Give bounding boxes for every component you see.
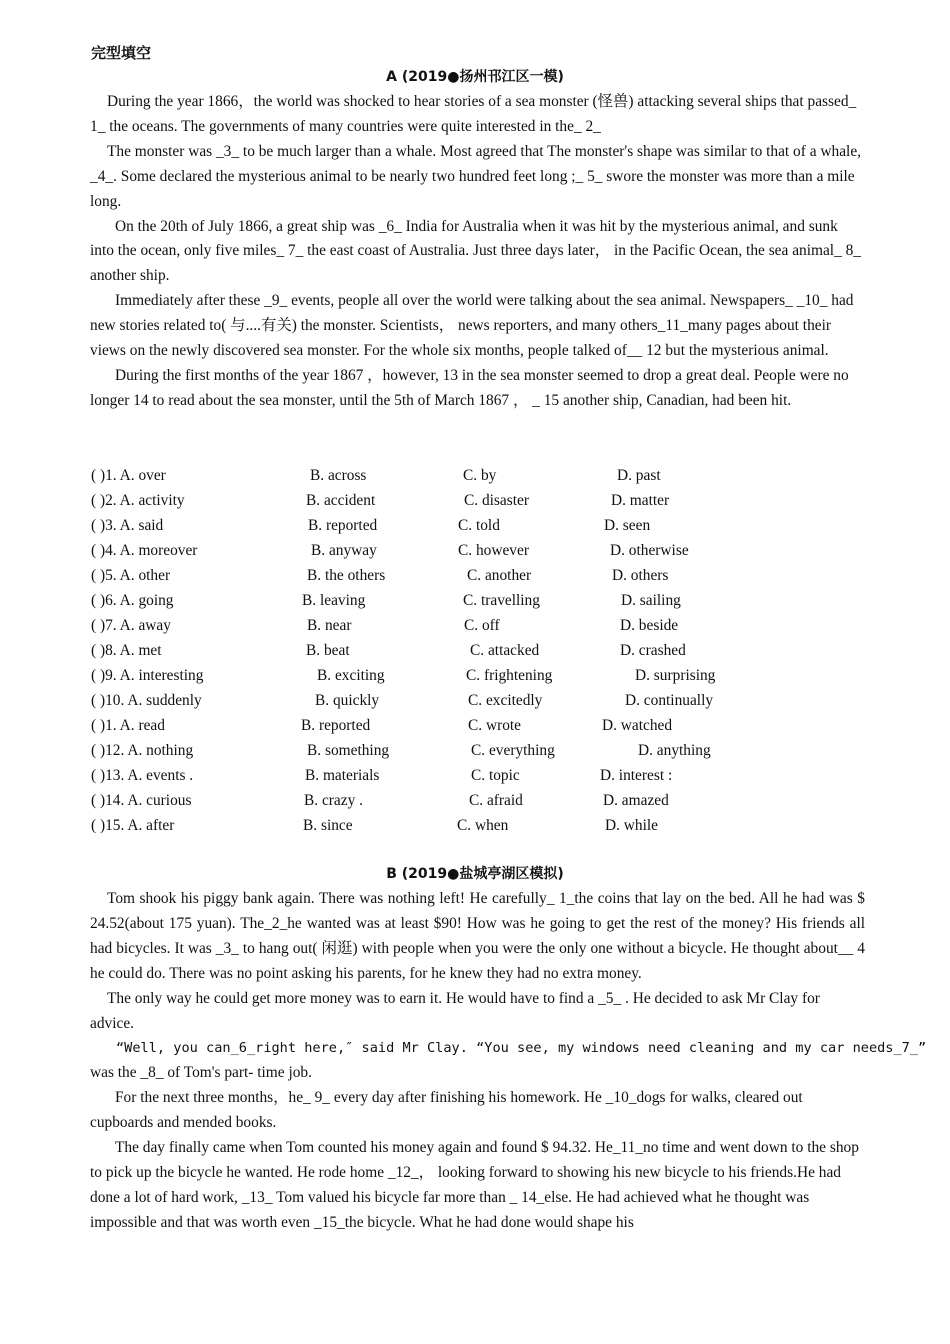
section-a-passage [90,90,865,414]
option-d: D. while [605,817,659,834]
question-stem-option-a: ( )7. A. away [91,617,171,634]
option-d: D. crashed [620,642,686,659]
option-d: D. past [617,467,661,484]
option-b: B. anyway [311,542,377,559]
option-c: C. excitedly [468,692,543,709]
passage-b-paragraph-5: The day finally came when Tom counted his money again and found $ 94.32. He_11_no time and went down to the shop to pick up the bicycle he wanted. He rode home _12_， looking forward to showing his new bicycle to his friends.He had done a lot of hard work, _13_ Tom valued his bicycle far more than _ 14_else. He had achieved what he thought was impossible and that was worth even _15_the bicycle. What he had done would shape his [90,1139,859,1231]
section-a-title: A (2019●扬州邗江区一模) [386,69,564,85]
passage-a-paragraph-2: The monster was _3_ to be much larger than a whale. Most agreed that The monster's shape was similar to that of a whale, _4_. Some declared the mysterious animal to be nearly two hundred feet long ;_ 5_ swore the monster was more than a mile long. [90,142,861,210]
question-stem-option-a: ( )2. A. activity [91,492,185,509]
question-row [91,764,791,789]
option-b: B. materials [305,767,380,784]
question-stem-option-a: ( )15. A. after [91,817,175,834]
option-c: C. told [458,517,500,534]
passage-b-dialogue: “Well, you can_6_right here,″ said Mr Clay. “You see, my windows need cleaning and my car needs_7_” [116,1040,927,1057]
option-b: B. exciting [317,667,385,684]
question-stem-option-a: ( )8. A. met [91,642,162,659]
question-row [91,464,791,489]
question-row [91,739,791,764]
passage-b-paragraph-3: was the _8_ of Tom's part- time job. [90,1064,312,1082]
option-b: B. quickly [315,692,380,709]
option-c: C. afraid [469,792,523,809]
option-d: D. sailing [621,592,681,609]
question-row [91,539,791,564]
passage-b-paragraph-1: Tom shook his piggy bank again. There was nothing left! He carefully_ 1_the coins that lay on the bed. All he had was $ 24.52(about 175 yuan). The_2_he wanted was at least $90! How was he going to get the rest of the money? His friends all had bicycles. It was _3_ to hang out( 闲逛) with people when you were the only one without a bicycle. He thought about__ 4 he could do. There was no point asking his parents, for he knew they had no extra money. [90,890,865,982]
option-b: B. accident [306,492,376,509]
question-stem-option-a: ( )13. A. events . [91,767,194,784]
option-c: C. frightening [466,667,553,684]
passage-b-paragraph-4: For the next three months，he_ 9_ every day after finishing his homework. He _10_dogs for walks, cleared out cupboards and mended books. [90,1089,803,1132]
page-heading: 完型填空 [91,44,152,62]
question-row [91,564,791,589]
option-c: C. disaster [464,492,529,509]
option-b: B. since [303,817,353,834]
option-c: C. another [467,567,532,584]
passage-a-paragraph-5: During the first months of the year 1867 ，however, 13 in the sea monster seemed to drop a great deal. People were no longer 14 to read about the sea monster, until the 5th of March 1867 ， _ 15 another ship, Canadian, had been hit. [90,366,849,409]
option-d: D. seen [604,517,651,534]
option-d: D. amazed [603,792,669,809]
option-c: C. wrote [468,717,522,734]
question-stem-option-a: ( )12. A. nothing [91,742,194,759]
question-row [91,664,791,689]
question-row [91,689,791,714]
question-stem-option-a: ( )14. A. curious [91,792,192,809]
option-c: C. when [457,817,509,834]
option-c: C. by [463,467,497,484]
option-d: D. matter [611,492,670,509]
option-b: B. the others [307,567,386,584]
passage-a-paragraph-3: On the 20th of July 1866, a great ship was _6_ India for Australia when it was hit by the mysterious animal, and sunk into the ocean, only five miles_ 7_ the east coast of Australia. Just three days later， in the Pacific Ocean, the sea animal_ 8_ another ship. [90,217,862,285]
question-stem-option-a: ( )6. A. going [91,592,174,609]
option-d: D. beside [620,617,679,634]
option-b: B. across [310,467,367,484]
question-stem-option-a: ( )3. A. said [91,517,164,534]
section-b-title: B (2019●盐城亭湖区模拟) [386,866,564,882]
question-row [91,589,791,614]
option-d: D. otherwise [610,542,689,559]
option-c: C. off [464,617,500,634]
question-row [91,639,791,664]
question-row [91,514,791,539]
option-c: C. topic [471,767,520,784]
option-d: D. continually [625,692,714,709]
option-b: B. reported [308,517,378,534]
section-b-passage [90,887,927,1236]
question-stem-option-a: ( )1. A. read [91,717,165,734]
option-b: B. crazy . [304,792,363,809]
question-row [91,789,791,814]
option-c: C. everything [471,742,555,759]
option-b: B. reported [301,717,371,734]
option-c: C. however [458,542,529,559]
question-stem-option-a: ( )1. A. over [91,467,166,484]
passage-b-paragraph-2: The only way he could get more money was to earn it. He would have to find a _5_ . He decided to ask Mr Clay for advice. [90,989,820,1032]
option-d: D. interest : [600,767,673,784]
option-b: B. near [307,617,352,634]
question-row [91,614,791,639]
option-b: B. leaving [302,592,366,609]
option-d: D. others [612,567,669,584]
question-stem-option-a: ( )5. A. other [91,567,171,584]
question-row [91,814,791,839]
option-b: B. something [307,742,390,759]
passage-a-paragraph-4: Immediately after these _9_ events, people all over the world were talking about the sea animal. Newspapers_ _10_ had new stories related to( 与....有关) the monster. Scientists， news reporters, and many others_11_many pages about their views on the newly discovered sea monster. For the whole six months, people talked of__ 12 but the mysterious animal. [90,292,854,360]
option-c: C. travelling [463,592,540,609]
question-row [91,714,791,739]
question-stem-option-a: ( )4. A. moreover [91,542,198,559]
question-stem-option-a: ( )9. A. interesting [91,667,204,684]
option-c: C. attacked [470,642,540,659]
option-d: D. anything [638,742,711,759]
option-d: D. surprising [635,667,716,684]
question-stem-option-a: ( )10. A. suddenly [91,692,202,709]
option-b: B. beat [306,642,350,659]
option-d: D. watched [602,717,673,734]
question-row [91,489,791,514]
passage-a-paragraph-1: During the year 1866，the world was shocked to hear stories of a sea monster (怪兽) attacking several ships that passed_ 1_ the oceans. The governments of many countries were quite interested in the_ 2_ [90,93,857,135]
